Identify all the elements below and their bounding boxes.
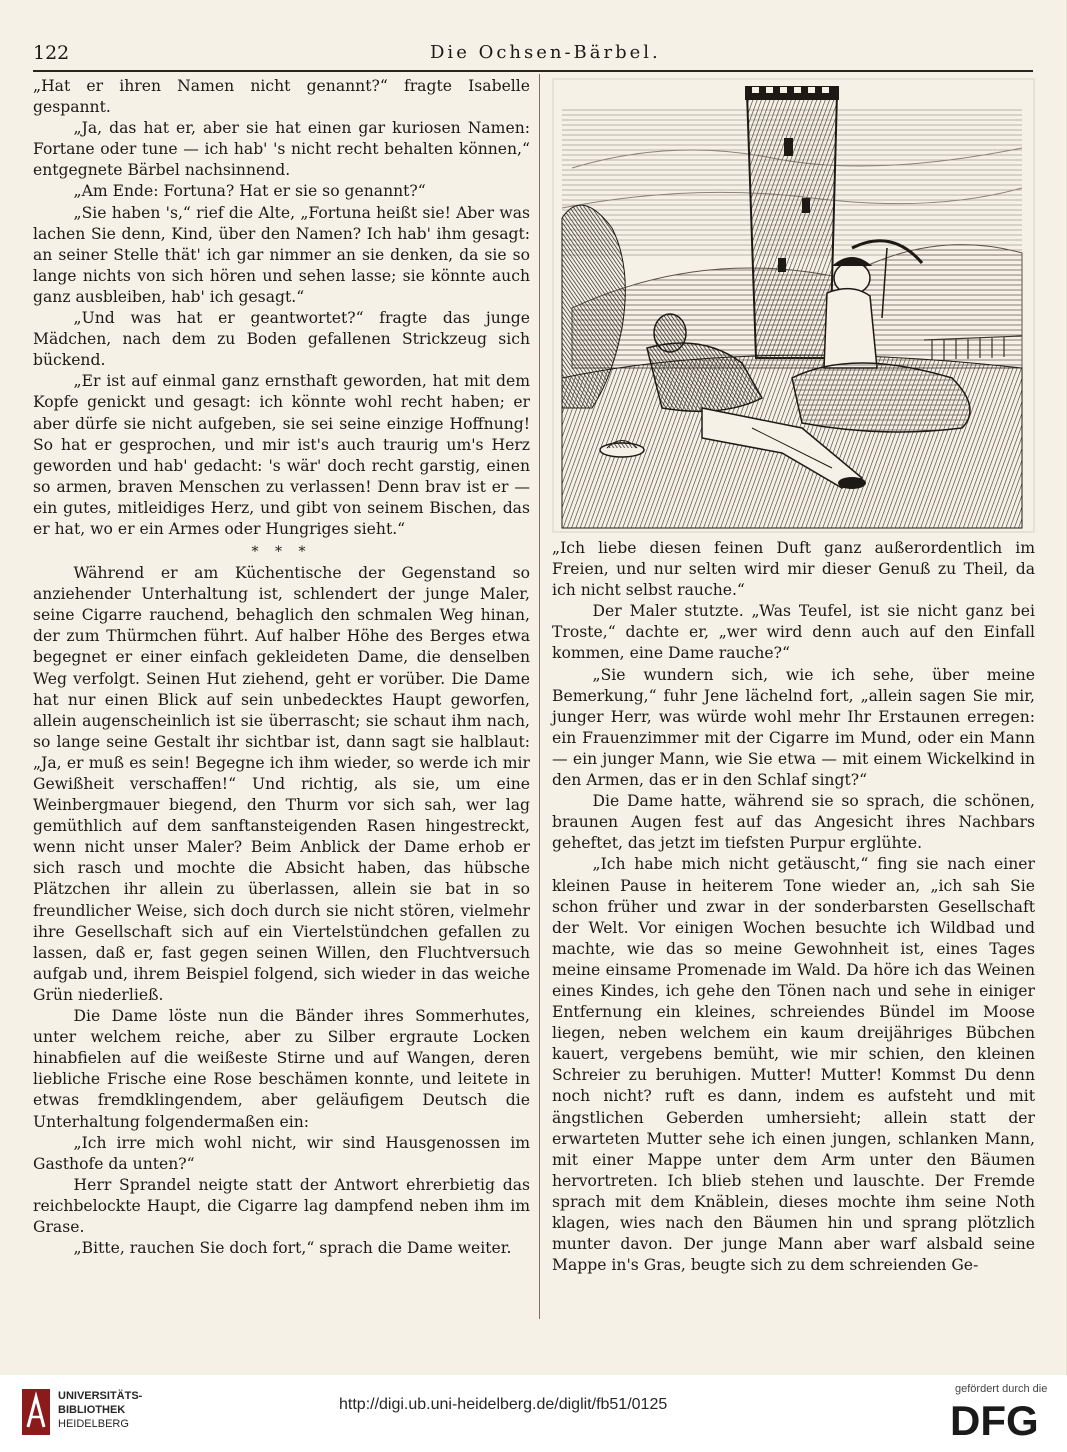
right-column [552, 538, 1035, 1276]
paragraph: „Bitte, rauchen Sie doch fort,“ sprach die Dame weiter. [73, 1239, 512, 1258]
funded-by-label: gefördert durch die [955, 1383, 1048, 1395]
running-title: Die Ochsen-Bärbel. [430, 42, 661, 63]
paragraph: „Am Ende: Fortuna? Hat er sie so genannt?“ [73, 182, 426, 201]
paragraph: „Ich irre mich wohl nicht, wir sind Hausgenossen im Gasthofe da unten?“ [33, 1133, 530, 1173]
institution-name [58, 1389, 142, 1431]
paragraph: „Sie wundern sich, wie ich sehe, über meine Bemerkung,“ fuhr Jene lächelnd fort, „allein sagen Sie mir, junger Herr, was würde wohl mehr Ihr Erstaunen erregen: ein Frauenzimmer mit der Cigarre im Mund, oder ein Mann — ein junger Mann, wie Sie etwa — mit einem Wickelkind in den Armen, das er in den Schlaf singt?“ [552, 665, 1035, 790]
section-break: * * * [251, 544, 312, 561]
left-column [33, 76, 530, 1259]
institution-line: BIBLIOTHEK [58, 1404, 126, 1416]
engraving-illustration [552, 78, 1035, 533]
paragraph: „Ich habe mich nicht getäuscht,“ fing sie nach einer kleinen Pause in heiterem Tone wieder an, „ich sah Sie schon früher und zwar in der sonderbarsten Gesellschaft der Welt. Vor einigen Wochen besuchte ich Wildbad und machte, wie das so meine Gewohnheit ist, eines Tages meine einsame Promenade im Wald. Da höre ich das Weinen eines Kindes, ich gehe den Tönen nach und sehe in einiger Entfernung ein kleines, schreiendes Bündel im Moose liegen, neben welchem ein kaum dreijähriges Bübchen kauert, vergebens bemüht, wie mir schien, den kleinen Schreier zu beruhigen. Mutter! Mutter! Kommst Du denn noch nicht? ruft es dann, indem es aufsteht und mit ängstlichen Geberden umhersieht; allein statt der erwarteten Mutter sehe ich einen jungen, schlanken Mann, mit einer Mappe unter dem Arm unter den Bäumen hervortreten. Ich blieb stehen und lauschte. Der Fremde sprach mit dem Knäblein, dieses mochte ihm seine Noth klagen, wies nach den Bäumen hin und sprang plötzlich munter davon. Der junge Mann aber warf alsbald seine Mappe in's Gras, beugte sich zu dem schreienden Ge- [552, 855, 1035, 1275]
paragraph: „Ich liebe diesen feinen Duft ganz außerordentlich im Freien, und nur selten wird mir dieser Genuß zu Theil, da ich nicht selbst rauche.“ [552, 539, 1035, 600]
header-rule [33, 70, 1033, 72]
column-divider [539, 74, 540, 1319]
page-number: 122 [33, 42, 70, 64]
paragraph: Herr Sprandel neigte statt der Antwort ehrerbietig das reichbelockte Haupt, die Cigarre lag dampfend neben ihm im Grase. [33, 1175, 530, 1236]
institution-line: HEIDELBERG [58, 1418, 129, 1430]
paragraph: Die Dame löste nun die Bänder ihres Sommerhutes, unter welchem reiche, aber zu Silber ergraute Locken hinabfielen auf die weißeste Stirne und auf Wangen, deren liebliche Frische eine Rose beschämen konnte, und leitete in etwas fremdklingendem, aber geläufigem Deutsch die Unterhaltung folgendermaßen ein: [33, 1007, 530, 1131]
dfg-logo-text: DFG [950, 1397, 1039, 1441]
paragraph: Die Dame hatte, während sie so sprach, die schönen, braunen Augen fest auf das Angesicht ihres Nachbars geheftet, das jetzt im tiefsten Purpur erglühte. [552, 792, 1035, 853]
paragraph: „Er ist auf einmal ganz ernsthaft geworden, hat mit dem Kopfe genickt und gesagt: ich könnte wohl recht haben; er aber dürfe sie nicht aufgeben, sie sei seine einzige Hoffnung! So hat er gesprochen, und mir ist's auch traurig um's Herz geworden und hab' gedacht: 's wär' doch recht garstig, einen so armen, braven Menschen zu verlassen! Denn brav ist er — ein gutes, mitleidiges Herz, und gibt von seinem Bischen, das er hat, wo er ein Armes oder Hungriges sieht.“ [33, 372, 530, 538]
permalink-url[interactable]: http://digi.ub.uni-heidelberg.de/diglit/fb51/0125 [339, 1396, 668, 1413]
institution-line: UNIVERSITÄTS- [58, 1390, 143, 1402]
dfg-logo-icon [950, 1397, 1054, 1441]
university-logo-icon [22, 1389, 50, 1435]
paragraph: Während er am Küchentische der Gegenstand so anziehender Unterhaltung ist, schlendert der junge Maler, seine Cigarre rauchend, behaglich den schmalen Weg hinan, der zum Thürmchen führt. Auf halber Höhe des Berges etwa begegnet er einer einfach gekleideten Dame, die denselben Weg verfolgt. Seinen Hut ziehend, geht er vorüber. Die Dame hat nur einen Blick auf sein unbedecktes Haupt geworfen, allein augenscheinlich ist sie überrascht; sie schaut ihm nach, so lange seine Gestalt ihr sichtbar ist, dann sagt sie halblaut: „Ja, er muß es sein! Begegne ich ihm wieder, so werde ich mir Gewißheit verschaffen!“ Und richtig, als sie, um eine Weinbergmauer biegend, den Thurm vor sich sah, wer lag gemüthlich auf dem sanftansteigenden Rasen hingestreckt, wenn nicht unser Maler? Beim Anblick der Dame erhob er sich rasch und mochte die Absicht haben, das hübsche Plätzchen ihr allein zu überlassen, allein sie bat in so freundlicher Weise, sich doch durch sie nicht stören, vielmehr ihre Gesellschaft sich auf ein Viertelstündchen gefallen zu lassen, daß er, fast gegen seinen Willen, den Fluchtversuch aufgab und, ihrem Beispiel folgend, sich wieder in das weiche Grün niederließ. [33, 564, 530, 1004]
paragraph: „Ja, das hat er, aber sie hat einen gar kuriosen Namen: Fortane oder tune — ich hab' 's nicht recht behalten können,“ entgegnete Bärbel nachsinnend. [33, 119, 530, 180]
paragraph: Der Maler stutzte. „Was Teufel, ist sie nicht ganz bei Troste,“ dachte er, „wer wird denn auch auf den Einfall kommen, eine Dame rauche?“ [552, 602, 1035, 663]
paragraph: „Und was hat er geantwortet?“ fragte das junge Mädchen, nach dem zu Boden gefallenen Strickzeug sich bückend. [33, 309, 530, 370]
engraving-tower-couple-icon [552, 78, 1035, 533]
paragraph: „Hat er ihren Namen nicht genannt?“ fragte Isabelle gespannt. [33, 77, 530, 117]
paragraph: „Sie haben 's,“ rief die Alte, „Fortuna heißt sie! Aber was lachen Sie denn, Kind, über den Namen? Ich hab' ihm gesagt: an seiner Stelle thät' ich gar nimmer an sie denken, da sie so lange nichts von sich hören und sehen lasse; sie könnte auch ganz ausbleiben, hab' ich gesagt.“ [33, 203, 530, 306]
viewer-footer [0, 1375, 1067, 1452]
